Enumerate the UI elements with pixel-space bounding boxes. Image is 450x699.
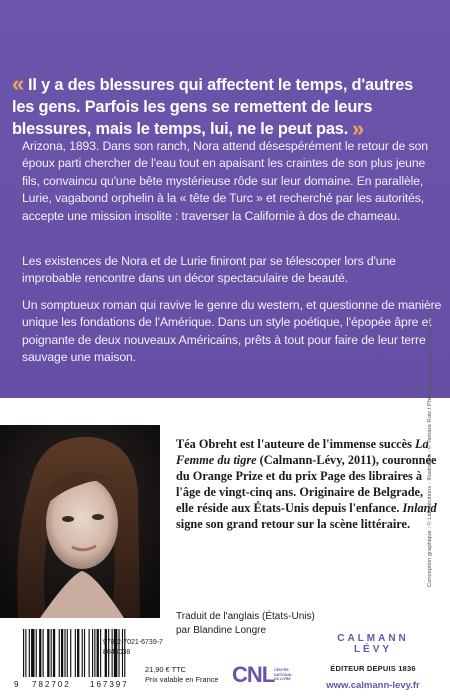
close-quote-mark: »: [352, 116, 365, 141]
barcode: [14, 627, 160, 689]
isbn-code: 8044038: [103, 649, 131, 656]
publisher-name-line-2: LÉVY: [353, 644, 393, 655]
price-note: Prix valable en France: [145, 675, 219, 684]
price-block: [145, 665, 219, 685]
isbn-number: 978-2-7021-6739-7: [103, 639, 163, 646]
barcode-digits-group-2: 167397: [90, 680, 129, 689]
publisher-website: www.calmann-levy.fr: [326, 680, 420, 691]
author-photo: [0, 425, 160, 618]
publisher-since: ÉDITEUR DEPUIS 1836: [330, 664, 416, 673]
pull-quote: [12, 73, 436, 141]
publisher-name-line-1: CALMANN: [337, 633, 409, 644]
barcode-digits-group-1: 782702: [32, 680, 71, 689]
price-value: 21,90 € TTC: [145, 665, 186, 674]
bio-text-1: Téa Obreht est l'auteure de l'immense succès: [176, 437, 415, 451]
cnl-logo: [232, 662, 294, 690]
synopsis-paragraph-2: Les existences de Nora et de Lurie finiront par se télescoper lors d'une improbable rencontre dans un décor spectaculaire de beauté.: [22, 254, 396, 286]
publisher-logo: [318, 633, 428, 655]
open-quote-mark: «: [12, 71, 25, 96]
synopsis-paragraph-3: Un somptueux roman qui ravive le genre du western, et questionne de manière unique les fondations de l'Amérique. Dans un style poétique, l'épopée âpre et poignante de deux nouveaux Américains, prêts à tout pour faire de leur terre sauvage une maison.: [22, 298, 442, 365]
bio-book-title: La Femme du tigre: [176, 437, 429, 467]
translation-line-1: Traduit de l'anglais (États-Unis): [176, 611, 315, 622]
pull-quote-text: Il y a des blessures qui affectent le temps, d'autres les gens. Parfois les gens se remettent de leurs blessures, mais le temps, lui, ne le peut pas.: [12, 76, 414, 138]
cnl-small-text: CENTRE NATIONAL DU LIVRE: [274, 668, 293, 681]
image-credits: [427, 477, 434, 587]
bio-book-title-inland: Inland: [402, 500, 437, 515]
cnl-logo-text: CNL: [232, 662, 275, 687]
translation-line-2: par Blandine Longre: [176, 625, 267, 636]
bio-text-2: (Calmann-Lévy, 2011), couronnée du Orange Prize et du prix Page des libraires à l'âge de vingt-cinq ans. Originaire de Belgrade, elle réside aux États-Unis depuis l'enfance.: [176, 452, 437, 515]
synopsis-paragraph-1: Arizona, 1893. Dans son ranch, Nora attend désespérément le retour de son époux parti chercher de l'eau tout en apaisant les craintes de son plus jeune fils, convaincu qu'une bête mystérieuse rôde sur leur domaine. En parallèle, Lurie, vagabond orphelin à la « tête de Turc » et recherché par les autorités, accepte une mission insolite : traverser la Californie à dos de chameau.: [22, 139, 428, 223]
bio-text-3: signe son grand retour sur la scène littéraire.: [176, 516, 411, 531]
barcode-digit-first: 9: [14, 680, 19, 689]
author-bio: [176, 437, 438, 532]
isbn-block: [103, 638, 163, 658]
